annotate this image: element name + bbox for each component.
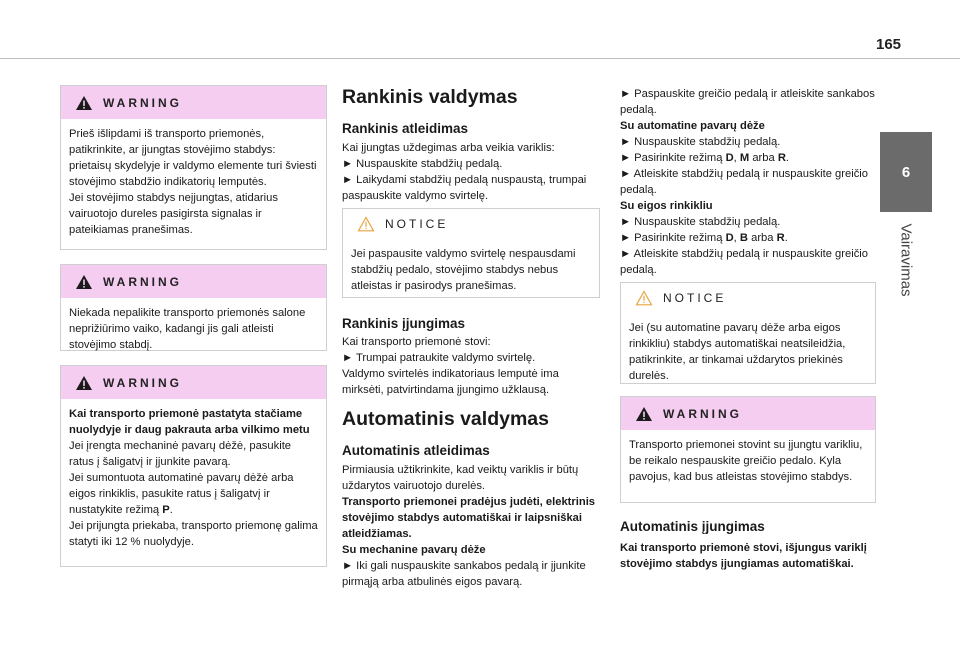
notice-triangle-icon [635,290,653,306]
warning-text: Niekada nepalikite transporto priemonės salone neprižiūrimo vaiko, kadangi jis gali atleisti stovėjimo stabdį. [69,307,306,351]
warning-box-3 [60,365,327,567]
page-number: 165 [876,36,902,53]
heading-manual-release: Rankinis atleidimas [342,121,469,136]
warning-title: WARNING [663,406,742,421]
warning-title: WARNING [103,375,182,390]
manual-engage-text: Kai transporto priemonė stovi: ► Trumpai patraukite valdymo svirtelę. Valdymo svirtelės indikatoriaus lemputė ima mirksėti, patvirtindama įjungimo užklausą. [342,336,559,396]
warning-bold-heading: Kai transporto priemonė pastatyta stačiame nuolydyje ir daug pakrauta arba vilkimo metu [69,408,310,436]
warning-box-4 [620,396,876,503]
chapter-title: Vairavimas [897,223,915,297]
warning-box-2 [60,264,327,351]
warning-triangle-icon [75,375,93,391]
heading-automatic-release: Automatinis atleidimas [342,443,490,458]
warning-triangle-icon [75,95,93,111]
notice-header [343,209,599,239]
warning-triangle-icon [635,406,653,422]
warning-paragraph: Prieš išlipdami iš transporto priemonės, patikrinkite, ar įjungtas stovėjimo stabdys: prietaisų skydelyje ir valdymo elemente turi šviesti stovėjimo stabdžio indikatorių lemputės. [69,128,317,188]
warning-text [61,399,326,558]
warning-paragraph: Jei prijungta priekaba, transporto priemonę galima statyti iki 12 % nuolydyje. [69,520,318,548]
automatic-engage-text: Kai transporto priemonė stovi, išjungus variklį stovėjimo stabdys įjungiamas automatiškai. [620,542,867,570]
warning-paragraph: Jei stovėjimo stabdys neįjungtas, atidarius vairuotojo dureles pasigirsta signalas ir pateikiamas pranešimas. [69,192,278,236]
warning-triangle-icon [75,274,93,290]
notice-title: NOTICE [663,291,727,305]
notice-text: Jei (su automatine pavarų dėže arba eigos rinkikliu) stabdys automatiškai neatsileidžia, patikrinkite, ar tinkamai uždarytos priekinės durelės. [629,322,846,382]
automatic-release-steps: ► Paspauskite greičio pedalą ir atleiskite sankabos pedalą. Su automatine pavarų dėže ► Nuspauskite stabdžių pedalą. ► Pasirinkite režimą D, M arba R. ► Atleiskite stabdžių pedalą ir nuspauskite greičio pedalą. Su eigos rinkikliu ► Nuspauskite stabdžių pedalą. ► Pasirinkite režimą D, B arba R. ► Atleiskite stabdžių pedalą ir nuspauskite greičio pedalą. [620,88,875,276]
warning-title: WARNING [103,274,182,289]
notice-triangle-icon [357,216,375,232]
warning-header [61,265,326,298]
chapter-number: 6 [901,163,911,181]
notice-header [621,283,875,313]
warning-paragraph: Jei sumontuota automatinė pavarų dėžė arba eigos rinkiklis, pasukite ratus į šaligatvį ir nustatykite režimą P. [69,472,294,516]
heading-automatic-engage: Automatinis įjungimas [620,519,765,534]
warning-paragraph: Jei įrengta mechaninė pavarų dėžė, pasukite ratus į šaligatvį ir įjunkite pavarą. [69,440,292,468]
warning-header [61,86,326,119]
heading-manual-engage: Rankinis įjungimas [342,316,466,331]
manual-release-text: Kai įjungtas uždegimas arba veikia variklis: ► Nuspauskite stabdžių pedalą. ► Laikydami stabdžių pedalą nuspaustą, trumpai paspauskite valdymo svirtelę. [342,142,587,202]
warning-box-1 [60,85,327,250]
heading-automatic-control: Automatinis valdymas [342,408,549,430]
warning-header [621,397,875,430]
notice-box-1 [342,208,600,298]
warning-text: Transporto priemonei stovint su įjungtu varikliu, be reikalo nespauskite greičio pedalo. Kyla pavojus, kad bus atleistas stovėjimo stabdys. [629,439,863,483]
notice-title: NOTICE [385,217,449,231]
notice-text: Jei paspausite valdymo svirtelę nespausdami stabdžių pedalo, stovėjimo stabdys nebus atleistas ir pasirodys pranešimas. [351,248,576,292]
warning-header [61,366,326,399]
heading-manual-control: Rankinis valdymas [342,86,518,108]
warning-title: WARNING [103,95,182,110]
notice-box-2 [620,282,876,384]
warning-text [61,119,326,246]
top-divider [0,58,960,59]
automatic-release-text: Pirmiausia užtikrinkite, kad veiktų variklis ir būtų uždarytos vairuotojo durelės. Transporto priemonei pradėjus judėti, elektrinis stovėjimo stabdys automatiškai ir laipsniškai atleidžiamas. Su mechanine pavarų dėže ► Iki gali nuspauskite sankabos pedalą ir įjunkite pirmąją arba atbulinės eigos pavarą. [342,464,596,588]
chapter-tab[interactable] [880,132,932,212]
